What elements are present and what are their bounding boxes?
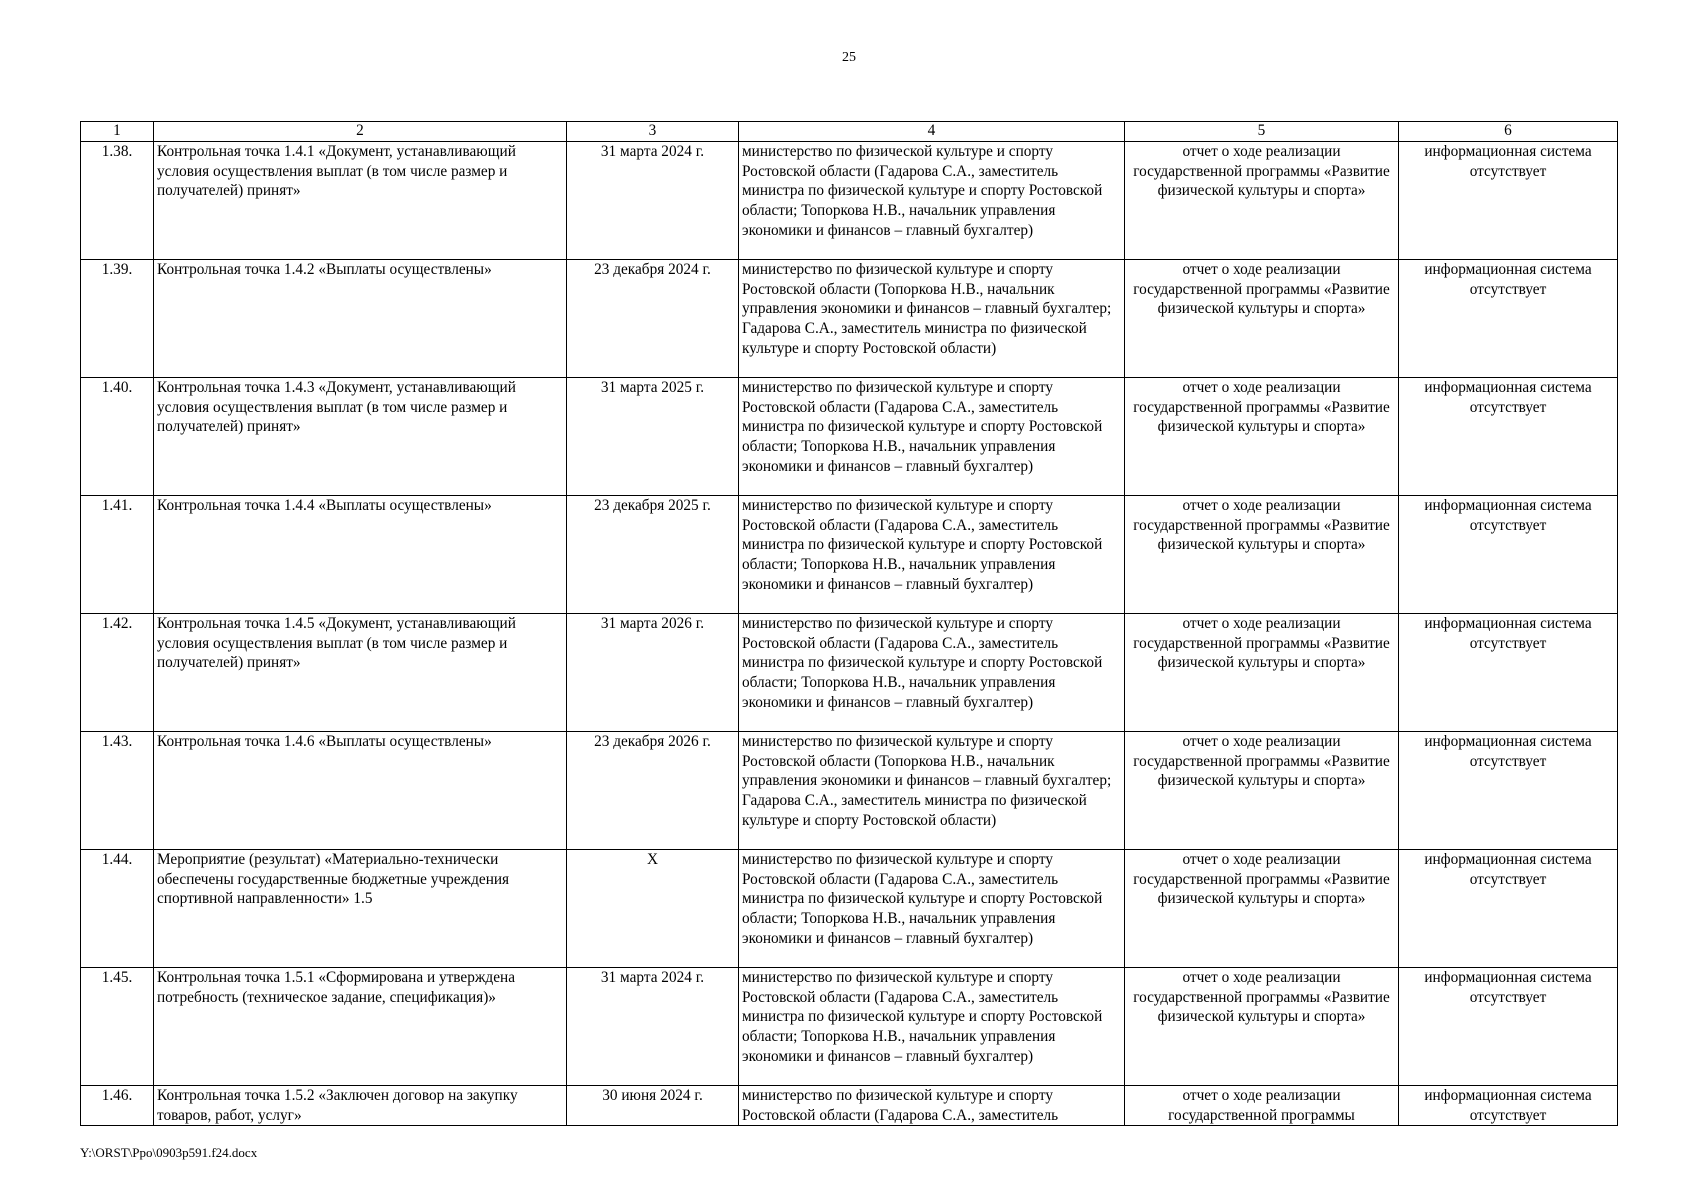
row-document: отчет о ходе реализации государственной программы «Развитие физической культуры и спорта» xyxy=(1125,732,1399,850)
row-document: отчет о ходе реализации государственной программы «Развитие физической культуры и спорта» xyxy=(1125,968,1399,1086)
row-date: X xyxy=(567,850,739,968)
table-row xyxy=(81,850,1618,968)
row-document: отчет о ходе реализации государственной программы «Развитие физической культуры и спорта» xyxy=(1125,496,1399,614)
row-responsible: министерство по физической культуре и спорту Ростовской области (Гадарова С.А., заместитель xyxy=(739,1086,1125,1126)
row-date: 31 марта 2024 г. xyxy=(567,142,739,260)
column-header: 6 xyxy=(1399,122,1618,142)
row-responsible: министерство по физической культуре и спорту Ростовской области (Гадарова С.А., заместитель министра по физической культуре и спорту Ростовской области; Топоркова Н.В., начальник управления экономики и финансов – главный бухгалтер) xyxy=(739,496,1125,614)
row-date: 31 марта 2025 г. xyxy=(567,378,739,496)
row-date: 30 июня 2024 г. xyxy=(567,1086,739,1126)
row-system: информационная система отсутствует xyxy=(1399,378,1618,496)
row-date: 23 декабря 2024 г. xyxy=(567,260,739,378)
row-responsible: министерство по физической культуре и спорту Ростовской области (Гадарова С.А., заместитель министра по физической культуре и спорту Ростовской области; Топоркова Н.В., начальник управления экономики и финансов – главный бухгалтер) xyxy=(739,850,1125,968)
row-system: информационная система отсутствует xyxy=(1399,614,1618,732)
table-row xyxy=(81,496,1618,614)
row-date: 31 марта 2026 г. xyxy=(567,614,739,732)
row-date: 23 декабря 2026 г. xyxy=(567,732,739,850)
row-name: Контрольная точка 1.4.3 «Документ, устанавливающий условия осуществления выплат (в том числе размер и получателей) принят» xyxy=(154,378,567,496)
row-number: 1.43. xyxy=(81,732,154,850)
row-document: отчет о ходе реализации государственной программы «Развитие физической культуры и спорта» xyxy=(1125,260,1399,378)
table-row xyxy=(81,378,1618,496)
row-system: информационная система отсутствует xyxy=(1399,850,1618,968)
table-row xyxy=(81,1086,1618,1126)
footer-file-path: Y:\ORST\Ppo\0903p591.f24.docx xyxy=(80,1145,258,1160)
row-document: отчет о ходе реализации государственной программы «Развитие физической культуры и спорта» xyxy=(1125,850,1399,968)
table-row xyxy=(81,732,1618,850)
row-document: отчет о ходе реализации государственной программы xyxy=(1125,1086,1399,1126)
column-header: 4 xyxy=(739,122,1125,142)
control-points-table xyxy=(80,121,1618,1126)
row-number: 1.38. xyxy=(81,142,154,260)
page-number: 25 xyxy=(842,50,856,65)
row-responsible: министерство по физической культуре и спорту Ростовской области (Топоркова Н.В., начальник управления экономики и финансов – главный бухгалтер; Гадарова С.А., заместитель министра по физической культуре и спорту Ростовской области) xyxy=(739,732,1125,850)
row-date: 23 декабря 2025 г. xyxy=(567,496,739,614)
row-number: 1.42. xyxy=(81,614,154,732)
row-number: 1.39. xyxy=(81,260,154,378)
row-name: Контрольная точка 1.5.2 «Заключен договор на закупку товаров, работ, услуг» xyxy=(154,1086,567,1126)
table-header-row xyxy=(81,122,1618,142)
row-number: 1.41. xyxy=(81,496,154,614)
row-number: 1.46. xyxy=(81,1086,154,1126)
row-date: 31 марта 2024 г. xyxy=(567,968,739,1086)
row-responsible: министерство по физической культуре и спорту Ростовской области (Гадарова С.А., заместитель министра по физической культуре и спорту Ростовской области; Топоркова Н.В., начальник управления экономики и финансов – главный бухгалтер) xyxy=(739,378,1125,496)
row-system: информационная система отсутствует xyxy=(1399,732,1618,850)
row-responsible: министерство по физической культуре и спорту Ростовской области (Гадарова С.А., заместитель министра по физической культуре и спорту Ростовской области; Топоркова Н.В., начальник управления экономики и финансов – главный бухгалтер) xyxy=(739,968,1125,1086)
row-system: информационная система отсутствует xyxy=(1399,968,1618,1086)
row-name: Контрольная точка 1.5.1 «Сформирована и утверждена потребность (техническое задание, спецификация)» xyxy=(154,968,567,1086)
row-document: отчет о ходе реализации государственной программы «Развитие физической культуры и спорта» xyxy=(1125,142,1399,260)
row-name: Контрольная точка 1.4.1 «Документ, устанавливающий условия осуществления выплат (в том числе размер и получателей) принят» xyxy=(154,142,567,260)
table-row xyxy=(81,260,1618,378)
row-responsible: министерство по физической культуре и спорту Ростовской области (Топоркова Н.В., начальник управления экономики и финансов – главный бухгалтер; Гадарова С.А., заместитель министра по физической культуре и спорту Ростовской области) xyxy=(739,260,1125,378)
row-responsible: министерство по физической культуре и спорту Ростовской области (Гадарова С.А., заместитель министра по физической культуре и спорту Ростовской области; Топоркова Н.В., начальник управления экономики и финансов – главный бухгалтер) xyxy=(739,614,1125,732)
row-name: Контрольная точка 1.4.5 «Документ, устанавливающий условия осуществления выплат (в том числе размер и получателей) принят» xyxy=(154,614,567,732)
row-name: Контрольная точка 1.4.6 «Выплаты осуществлены» xyxy=(154,732,567,850)
row-number: 1.44. xyxy=(81,850,154,968)
row-system: информационная система отсутствует xyxy=(1399,260,1618,378)
row-name: Контрольная точка 1.4.4 «Выплаты осуществлены» xyxy=(154,496,567,614)
column-header: 5 xyxy=(1125,122,1399,142)
row-name: Мероприятие (результат) «Материально-технически обеспечены государственные бюджетные учреждения спортивной направленности» 1.5 xyxy=(154,850,567,968)
row-responsible: министерство по физической культуре и спорту Ростовской области (Гадарова С.А., заместитель министра по физической культуре и спорту Ростовской области; Топоркова Н.В., начальник управления экономики и финансов – главный бухгалтер) xyxy=(739,142,1125,260)
column-header: 3 xyxy=(567,122,739,142)
table-row xyxy=(81,614,1618,732)
row-number: 1.45. xyxy=(81,968,154,1086)
row-system: информационная система отсутствует xyxy=(1399,142,1618,260)
row-system: информационная система отсутствует xyxy=(1399,1086,1618,1126)
row-system: информационная система отсутствует xyxy=(1399,496,1618,614)
column-header: 2 xyxy=(154,122,567,142)
row-name: Контрольная точка 1.4.2 «Выплаты осуществлены» xyxy=(154,260,567,378)
table-row xyxy=(81,968,1618,1086)
row-number: 1.40. xyxy=(81,378,154,496)
table-row xyxy=(81,142,1618,260)
row-document: отчет о ходе реализации государственной программы «Развитие физической культуры и спорта» xyxy=(1125,614,1399,732)
column-header: 1 xyxy=(81,122,154,142)
row-document: отчет о ходе реализации государственной программы «Развитие физической культуры и спорта» xyxy=(1125,378,1399,496)
